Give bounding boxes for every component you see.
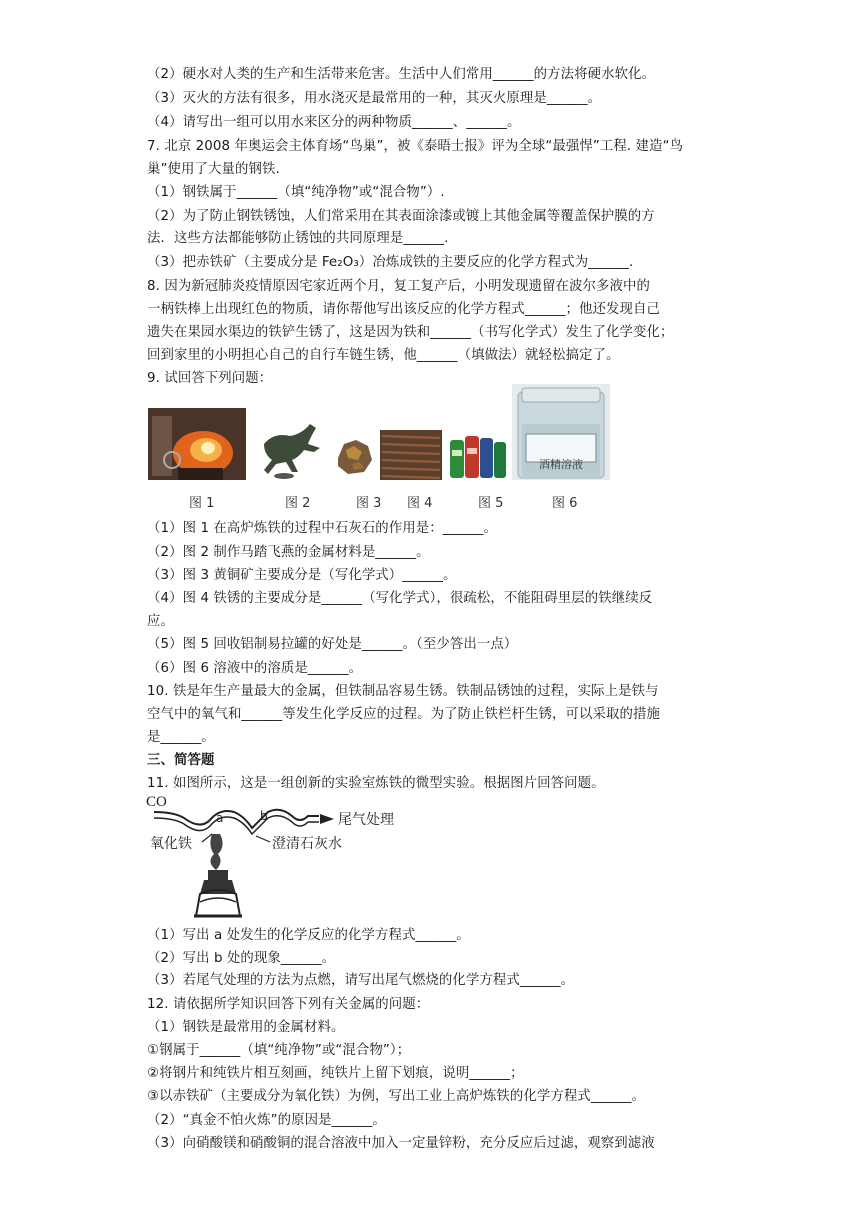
experiment-apparatus-figure [144, 790, 414, 920]
question-9: 9. 试回答下列问题： [147, 371, 273, 386]
text-line: 一柄铁棒上出现红色的物质，请你帮他写出该反应的化学方程式______；他还发现自己 [147, 302, 660, 317]
text-line: （5）图 5 回收铝制易拉罐的好处是______。（至少答出一点） [147, 637, 518, 652]
figure-1-blast-furnace [148, 408, 246, 480]
text-line: （1）图 1 在高炉炼铁的过程中石灰石的作用是：______。 [147, 521, 498, 536]
section-heading: 三、简答题 [147, 753, 215, 768]
figure-caption: 图 5 [478, 496, 504, 511]
figure-5-aluminum-cans [448, 430, 508, 480]
text-line: ③以赤铁矿（主要成分为氧化铁）为例，写出工业上高炉炼铁的化学方程式______。 [147, 1089, 646, 1104]
figure-caption: 图 2 [285, 496, 311, 511]
text-line: （2）写出 b 处的现象______。 [147, 951, 336, 966]
figure-caption: 图 4 [407, 496, 433, 511]
text-line: 巢”使用了大量的钢铁. [147, 162, 280, 177]
apparatus-a-label: a [216, 811, 224, 825]
apparatus-exhaust-label: 尾气处理 [338, 812, 394, 828]
text-line: 法．这些方法都能够防止锈蚀的共同原理是______. [147, 231, 449, 246]
text-line: （2）图 2 制作马踏飞燕的金属材料是______。 [147, 545, 430, 560]
text-line: 回到家里的小明担心自己的自行车链生锈，他______（填做法）就轻松搞定了。 [147, 348, 620, 363]
figure-caption: 图 3 [356, 496, 382, 511]
apparatus-b-label: b [260, 809, 268, 823]
figure-6-label: 酒精溶液 [539, 458, 583, 471]
figure-caption: 图 1 [189, 496, 215, 511]
figure-2-galloping-horse [254, 414, 328, 480]
text-line: ②将钢片和纯铁片相互刻画，纯铁片上留下划痕，说明______； [147, 1066, 524, 1081]
figure-caption: 图 6 [552, 496, 578, 511]
text-line: （3）图 3 黄铜矿主要成分是（写化学式）______。 [147, 568, 457, 583]
text-line: （1）写出 a 处发生的化学反应的化学方程式______。 [147, 928, 470, 943]
text-line: （4）图 4 铁锈的主要成分是______（写化学式），很疏松，不能阻碍里层的铁继续反 [147, 591, 653, 606]
question-7: 7. 北京 2008 年奥运会主体育场“鸟巢”，被《泰晤士报》评为全球“最强悍”工程. 建造“鸟 [147, 139, 684, 154]
apparatus-limewater-label: 澄清石灰水 [272, 836, 342, 852]
question-8: 8. 因为新冠肺炎疫情原因宅家近两个月，复工复产后，小明发现遗留在波尔多液中的 [147, 279, 650, 294]
text-line: （2）为了防止钢铁锈蚀，人们常采用在其表面涂漆或镀上其他金属等覆盖保护膜的方 [147, 209, 655, 224]
text-line: （2）硬水对人类的生产和生活带来危害。生活中人们常用______的方法将硬水软化。 [147, 67, 656, 82]
question-12: 12. 请依据所学知识回答下列有关金属的问题： [147, 997, 430, 1012]
question-10: 10. 铁是年生产量最大的金属，但铁制品容易生锈。铁制品锈蚀的过程，实际上是铁与 [147, 684, 659, 699]
text-line: （2）“真金不怕火炼”的原因是______。 [147, 1113, 386, 1128]
text-line: （3）灭火的方法有很多，用水浇灭是最常用的一种，其灭火原理是______。 [147, 91, 602, 106]
text-line: 空气中的氧气和______等发生化学反应的过程。为了防止铁栏杆生锈，可以采取的措施 [147, 707, 660, 722]
text-line: 遗失在果园水渠边的铁铲生锈了，这是因为铁和______（书写化学式）发生了化学变化； [147, 325, 674, 340]
text-line: （3）把赤铁矿（主要成分是 Fe₂O₃）冶炼成铁的主要反应的化学方程式为______. [147, 255, 634, 270]
text-line: （6）图 6 溶液中的溶质是______。 [147, 661, 363, 676]
text-line: （1）钢铁属于______（填“纯净物”或“混合物”）. [147, 185, 445, 200]
text-line: （3）向硝酸镁和硝酸铜的混合溶液中加入一定量锌粉，充分反应后过滤，观察到滤液 [147, 1136, 655, 1151]
text-line: （1）钢铁是最常用的金属材料。 [147, 1020, 345, 1035]
apparatus-iron-oxide-label: 氧化铁 [150, 836, 192, 852]
text-line: （4）请写出一组可以用水来区分的两种物质______、______。 [147, 115, 521, 130]
figure-3-chalcopyrite [334, 436, 374, 478]
figure-4-rusted-iron [380, 430, 442, 480]
text-line: 是______。 [147, 730, 215, 745]
apparatus-co-label: CO [146, 794, 167, 810]
text-line: 应。 [147, 614, 174, 629]
text-line: ①钢属于______（填“纯净物”或“混合物”）； [147, 1043, 411, 1058]
text-line: （3）若尾气处理的方法为点燃，请写出尾气燃烧的化学方程式______。 [147, 973, 575, 988]
question-11: 11. 如图所示，这是一组创新的实验室炼铁的微型实验。根据图片回答问题。 [147, 776, 605, 791]
